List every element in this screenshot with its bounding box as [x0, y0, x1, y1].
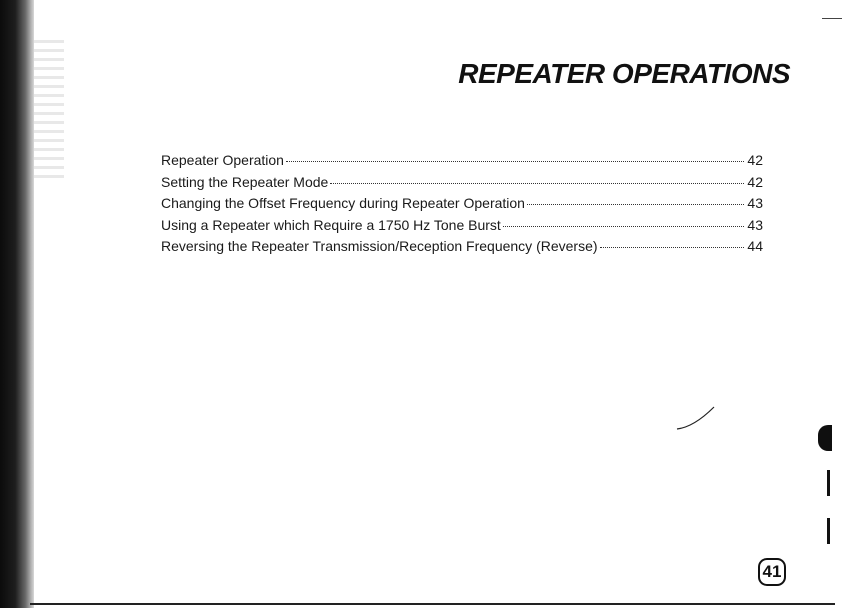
toc-entry-text: Using a Repeater which Require a 1750 Hz Tone Burst	[161, 216, 501, 233]
bottom-rule	[30, 603, 835, 605]
toc-entry-changing-offset-frequency[interactable]	[161, 193, 763, 215]
dot-leader	[330, 183, 744, 184]
toc-page-number: 42	[747, 152, 763, 168]
page-title: REPEATER OPERATIONS	[458, 58, 790, 89]
toc-page-number: 42	[747, 173, 763, 190]
table-of-contents	[161, 150, 763, 258]
corner-mark	[822, 18, 842, 19]
toc-page-number: 44	[747, 238, 763, 254]
thumb-index-tab	[818, 425, 832, 451]
toc-entry-text: Repeater Operation	[161, 152, 284, 168]
toc-entry-text: Reversing the Repeater Transmission/Reception Frequency (Reverse)	[161, 238, 598, 254]
edge-index-mark	[827, 518, 830, 544]
scanned-binding-edge	[0, 0, 34, 608]
toc-entry-setting-repeater-mode[interactable]	[161, 172, 763, 194]
dot-leader	[286, 161, 744, 162]
toc-entry-text: Changing the Offset Frequency during Repeater Operation	[161, 195, 525, 211]
dot-leader	[600, 247, 745, 248]
toc-entry-repeater-operation[interactable]	[161, 150, 763, 172]
pen-stroke-mark	[676, 405, 716, 431]
toc-page-number: 43	[747, 195, 763, 211]
edge-index-mark	[827, 470, 830, 496]
toc-entry-tone-burst[interactable]	[161, 215, 763, 237]
dot-leader	[527, 204, 744, 205]
dot-leader	[503, 226, 745, 227]
page-number-badge: 41	[758, 558, 786, 586]
toc-entry-text: Setting the Repeater Mode	[161, 173, 329, 190]
toc-entry-reverse-frequency[interactable]	[161, 236, 763, 258]
toc-page-number: 43	[747, 216, 763, 233]
